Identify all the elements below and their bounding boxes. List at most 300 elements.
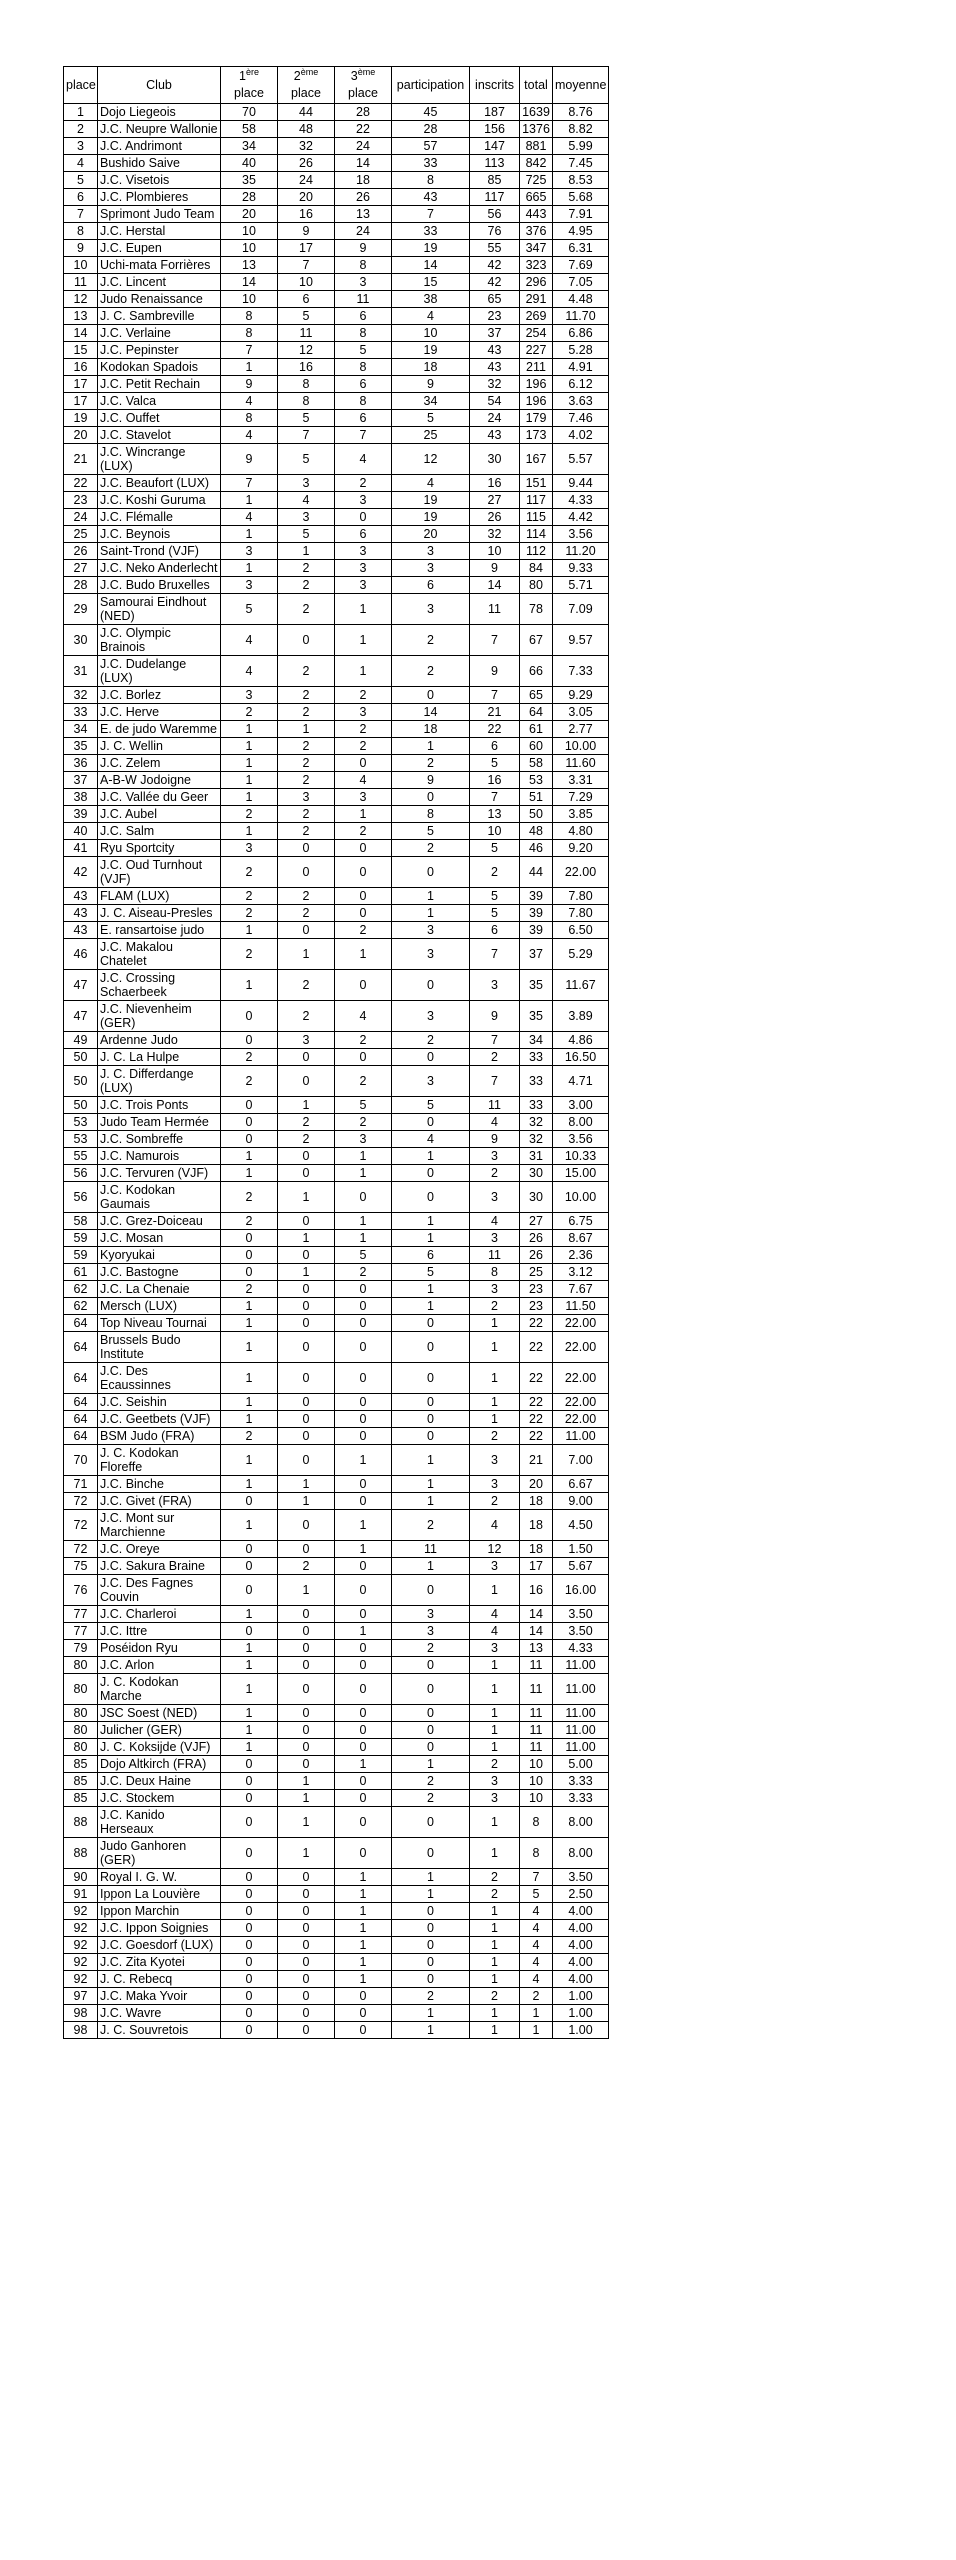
first-place-cell: 1 <box>221 1476 278 1493</box>
participation-cell: 0 <box>392 970 470 1001</box>
second-place-cell: 2 <box>278 1114 335 1131</box>
first-place-cell: 40 <box>221 155 278 172</box>
place-cell: 72 <box>64 1493 98 1510</box>
moyenne-cell: 3.31 <box>553 772 609 789</box>
total-cell: 1 <box>520 2022 553 2039</box>
first-place-cell: 10 <box>221 291 278 308</box>
inscrits-cell: 2 <box>470 857 520 888</box>
club-cell: J.C. Vallée du Geer <box>98 789 221 806</box>
place-cell: 64 <box>64 1394 98 1411</box>
first-place-cell: 0 <box>221 1623 278 1640</box>
third-place-cell: 6 <box>335 308 392 325</box>
inscrits-cell: 1 <box>470 1363 520 1394</box>
total-cell: 114 <box>520 526 553 543</box>
second-place-cell: 7 <box>278 257 335 274</box>
club-cell: J.C. Visetois <box>98 172 221 189</box>
moyenne-cell: 11.00 <box>553 1657 609 1674</box>
club-cell: J. C. Souvretois <box>98 2022 221 2039</box>
club-cell: J.C. Makalou Chatelet <box>98 939 221 970</box>
second-place-cell: 1 <box>278 1264 335 1281</box>
table-row <box>64 823 609 840</box>
total-cell: 22 <box>520 1428 553 1445</box>
second-place-cell: 0 <box>278 1298 335 1315</box>
second-place-cell: 0 <box>278 1886 335 1903</box>
participation-cell: 33 <box>392 223 470 240</box>
club-cell: E. de judo Waremme <box>98 721 221 738</box>
table-row <box>64 1886 609 1903</box>
participation-cell: 1 <box>392 1558 470 1575</box>
inscrits-cell: 9 <box>470 1131 520 1148</box>
total-cell: 11 <box>520 1705 553 1722</box>
inscrits-cell: 8 <box>470 1264 520 1281</box>
participation-cell: 2 <box>392 1032 470 1049</box>
club-cell: JSC Soest (NED) <box>98 1705 221 1722</box>
third-place-cell: 0 <box>335 1739 392 1756</box>
third-place-cell: 1 <box>335 1445 392 1476</box>
table-row <box>64 1131 609 1148</box>
place-cell: 50 <box>64 1049 98 1066</box>
participation-cell: 3 <box>392 939 470 970</box>
table-row <box>64 206 609 223</box>
participation-cell: 1 <box>392 1230 470 1247</box>
inscrits-cell: 16 <box>470 475 520 492</box>
first-place-cell: 0 <box>221 1903 278 1920</box>
second-place-cell: 0 <box>278 1657 335 1674</box>
total-cell: 66 <box>520 656 553 687</box>
first-place-cell: 1 <box>221 492 278 509</box>
place-cell: 88 <box>64 1838 98 1869</box>
total-cell: 18 <box>520 1510 553 1541</box>
participation-cell: 6 <box>392 577 470 594</box>
third-place-cell: 1 <box>335 1954 392 1971</box>
third-place-cell: 0 <box>335 1315 392 1332</box>
moyenne-cell: 2.50 <box>553 1886 609 1903</box>
moyenne-cell: 11.00 <box>553 1739 609 1756</box>
club-cell: FLAM (LUX) <box>98 888 221 905</box>
club-cell: J.C. Wincrange (LUX) <box>98 444 221 475</box>
first-place-cell: 4 <box>221 427 278 444</box>
moyenne-cell: 7.09 <box>553 594 609 625</box>
inscrits-cell: 3 <box>470 1558 520 1575</box>
moyenne-cell: 3.50 <box>553 1623 609 1640</box>
club-cell: Judo Ganhoren (GER) <box>98 1838 221 1869</box>
second-place-cell: 0 <box>278 857 335 888</box>
participation-cell: 19 <box>392 240 470 257</box>
second-place-cell: 0 <box>278 1705 335 1722</box>
table-row <box>64 1640 609 1657</box>
table-row <box>64 393 609 410</box>
participation-cell: 45 <box>392 104 470 121</box>
club-cell: J.C. La Chenaie <box>98 1281 221 1298</box>
total-cell: 443 <box>520 206 553 223</box>
inscrits-cell: 1 <box>470 1920 520 1937</box>
third-place-cell: 22 <box>335 121 392 138</box>
table-row <box>64 2022 609 2039</box>
place-cell: 77 <box>64 1606 98 1623</box>
second-place-cell: 0 <box>278 1066 335 1097</box>
inscrits-cell: 7 <box>470 687 520 704</box>
moyenne-cell: 4.00 <box>553 1903 609 1920</box>
club-cell: J.C. Maka Yvoir <box>98 1988 221 2005</box>
moyenne-cell: 22.00 <box>553 857 609 888</box>
second-place-cell: 2 <box>278 905 335 922</box>
place-cell: 50 <box>64 1066 98 1097</box>
moyenne-cell: 4.71 <box>553 1066 609 1097</box>
moyenne-cell: 4.48 <box>553 291 609 308</box>
total-cell: 296 <box>520 274 553 291</box>
first-place-cell: 3 <box>221 543 278 560</box>
moyenne-cell: 8.00 <box>553 1807 609 1838</box>
moyenne-cell: 1.00 <box>553 1988 609 2005</box>
third-place-cell: 2 <box>335 721 392 738</box>
total-cell: 32 <box>520 1131 553 1148</box>
total-cell: 31 <box>520 1148 553 1165</box>
club-cell: A-B-W Jodoigne <box>98 772 221 789</box>
club-cell: J.C. Stockem <box>98 1790 221 1807</box>
first-place-cell: 1 <box>221 970 278 1001</box>
table-row <box>64 625 609 656</box>
inscrits-cell: 11 <box>470 1247 520 1264</box>
club-cell: J.C. Sombreffe <box>98 1131 221 1148</box>
place-cell: 13 <box>64 308 98 325</box>
second-place-cell: 2 <box>278 594 335 625</box>
second-place-cell: 0 <box>278 922 335 939</box>
total-cell: 46 <box>520 840 553 857</box>
total-cell: 50 <box>520 806 553 823</box>
ranking-table <box>63 66 609 2039</box>
club-cell: J.C. Eupen <box>98 240 221 257</box>
header-first-place: 1ère place <box>221 67 278 104</box>
place-cell: 72 <box>64 1541 98 1558</box>
first-place-cell: 58 <box>221 121 278 138</box>
participation-cell: 19 <box>392 342 470 359</box>
table-row <box>64 138 609 155</box>
table-row <box>64 577 609 594</box>
table-row <box>64 1920 609 1937</box>
participation-cell: 0 <box>392 1394 470 1411</box>
second-place-cell: 1 <box>278 543 335 560</box>
participation-cell: 1 <box>392 1493 470 1510</box>
moyenne-cell: 8.76 <box>553 104 609 121</box>
place-cell: 43 <box>64 888 98 905</box>
participation-cell: 15 <box>392 274 470 291</box>
first-place-cell: 0 <box>221 1954 278 1971</box>
moyenne-cell: 22.00 <box>553 1315 609 1332</box>
first-place-cell: 0 <box>221 1001 278 1032</box>
moyenne-cell: 3.89 <box>553 1001 609 1032</box>
table-row <box>64 1575 609 1606</box>
second-place-cell: 2 <box>278 656 335 687</box>
first-place-cell: 0 <box>221 2005 278 2022</box>
moyenne-cell: 15.00 <box>553 1165 609 1182</box>
club-cell: J.C. Oreye <box>98 1541 221 1558</box>
total-cell: 14 <box>520 1606 553 1623</box>
table-row <box>64 1971 609 1988</box>
first-place-cell: 20 <box>221 206 278 223</box>
second-place-cell: 1 <box>278 1097 335 1114</box>
total-cell: 44 <box>520 857 553 888</box>
club-cell: BSM Judo (FRA) <box>98 1428 221 1445</box>
moyenne-cell: 4.42 <box>553 509 609 526</box>
third-place-cell: 1 <box>335 1230 392 1247</box>
first-place-cell: 9 <box>221 376 278 393</box>
inscrits-cell: 2 <box>470 1493 520 1510</box>
table-row <box>64 444 609 475</box>
participation-cell: 3 <box>392 1606 470 1623</box>
club-cell: Mersch (LUX) <box>98 1298 221 1315</box>
place-cell: 85 <box>64 1773 98 1790</box>
second-place-cell: 2 <box>278 806 335 823</box>
total-cell: 376 <box>520 223 553 240</box>
inscrits-cell: 187 <box>470 104 520 121</box>
club-cell: Top Niveau Tournai <box>98 1315 221 1332</box>
moyenne-cell: 5.57 <box>553 444 609 475</box>
inscrits-cell: 4 <box>470 1606 520 1623</box>
participation-cell: 19 <box>392 509 470 526</box>
club-cell: J. C. Sambreville <box>98 308 221 325</box>
second-place-cell: 2 <box>278 1131 335 1148</box>
table-row <box>64 840 609 857</box>
club-cell: J.C. Binche <box>98 1476 221 1493</box>
inscrits-cell: 2 <box>470 1049 520 1066</box>
header-club: Club <box>98 67 221 104</box>
total-cell: 4 <box>520 1954 553 1971</box>
total-cell: 196 <box>520 393 553 410</box>
participation-cell: 0 <box>392 857 470 888</box>
moyenne-cell: 22.00 <box>553 1394 609 1411</box>
moyenne-cell: 7.80 <box>553 905 609 922</box>
table-row <box>64 905 609 922</box>
first-place-cell: 0 <box>221 1247 278 1264</box>
second-place-cell: 5 <box>278 444 335 475</box>
third-place-cell: 3 <box>335 492 392 509</box>
inscrits-cell: 11 <box>470 594 520 625</box>
total-cell: 10 <box>520 1773 553 1790</box>
second-place-cell: 0 <box>278 1722 335 1739</box>
participation-cell: 4 <box>392 1131 470 1148</box>
club-cell: J.C. Salm <box>98 823 221 840</box>
place-cell: 98 <box>64 2022 98 2039</box>
second-place-cell: 0 <box>278 1428 335 1445</box>
inscrits-cell: 1 <box>470 1903 520 1920</box>
moyenne-cell: 5.99 <box>553 138 609 155</box>
inscrits-cell: 1 <box>470 1807 520 1838</box>
moyenne-cell: 11.50 <box>553 1298 609 1315</box>
total-cell: 22 <box>520 1394 553 1411</box>
club-cell: J.C. Seishin <box>98 1394 221 1411</box>
place-cell: 58 <box>64 1213 98 1230</box>
inscrits-cell: 9 <box>470 1001 520 1032</box>
moyenne-cell: 8.82 <box>553 121 609 138</box>
inscrits-cell: 30 <box>470 444 520 475</box>
inscrits-cell: 7 <box>470 1032 520 1049</box>
second-place-cell: 26 <box>278 155 335 172</box>
moyenne-cell: 9.20 <box>553 840 609 857</box>
participation-cell: 38 <box>392 291 470 308</box>
second-place-cell: 0 <box>278 1213 335 1230</box>
second-place-cell: 2 <box>278 1558 335 1575</box>
inscrits-cell: 23 <box>470 308 520 325</box>
first-place-cell: 0 <box>221 1264 278 1281</box>
club-cell: J.C. Aubel <box>98 806 221 823</box>
club-cell: J. C. Kodokan Floreffe <box>98 1445 221 1476</box>
moyenne-cell: 7.91 <box>553 206 609 223</box>
participation-cell: 1 <box>392 1148 470 1165</box>
moyenne-cell: 5.68 <box>553 189 609 206</box>
inscrits-cell: 22 <box>470 721 520 738</box>
moyenne-cell: 6.12 <box>553 376 609 393</box>
club-cell: E. ransartoise judo <box>98 922 221 939</box>
third-place-cell: 1 <box>335 1148 392 1165</box>
third-place-cell: 0 <box>335 857 392 888</box>
participation-cell: 0 <box>392 1315 470 1332</box>
third-place-cell: 1 <box>335 1510 392 1541</box>
table-row <box>64 1988 609 2005</box>
inscrits-cell: 4 <box>470 1623 520 1640</box>
club-cell: J.C. Kanido Herseaux <box>98 1807 221 1838</box>
moyenne-cell: 3.33 <box>553 1773 609 1790</box>
total-cell: 16 <box>520 1575 553 1606</box>
table-row <box>64 1838 609 1869</box>
table-row <box>64 939 609 970</box>
club-cell: J.C. Goesdorf (LUX) <box>98 1937 221 1954</box>
first-place-cell: 0 <box>221 1032 278 1049</box>
first-place-cell: 2 <box>221 1049 278 1066</box>
participation-cell: 5 <box>392 1097 470 1114</box>
moyenne-cell: 4.00 <box>553 1920 609 1937</box>
table-row <box>64 1493 609 1510</box>
inscrits-cell: 4 <box>470 1114 520 1131</box>
club-cell: J.C. Herve <box>98 704 221 721</box>
third-place-cell: 4 <box>335 1001 392 1032</box>
third-place-cell: 3 <box>335 577 392 594</box>
second-place-cell: 0 <box>278 1148 335 1165</box>
total-cell: 25 <box>520 1264 553 1281</box>
inscrits-cell: 1 <box>470 1657 520 1674</box>
third-place-cell: 1 <box>335 1886 392 1903</box>
club-cell: J.C. Verlaine <box>98 325 221 342</box>
club-cell: J.C. Zelem <box>98 755 221 772</box>
header-row <box>64 67 609 104</box>
club-cell: Judo Renaissance <box>98 291 221 308</box>
inscrits-cell: 5 <box>470 755 520 772</box>
first-place-cell: 8 <box>221 325 278 342</box>
participation-cell: 0 <box>392 1971 470 1988</box>
table-row <box>64 1739 609 1756</box>
first-place-cell: 4 <box>221 509 278 526</box>
inscrits-cell: 3 <box>470 1445 520 1476</box>
participation-cell: 1 <box>392 1756 470 1773</box>
second-place-cell: 32 <box>278 138 335 155</box>
moyenne-cell: 3.56 <box>553 526 609 543</box>
third-place-cell: 3 <box>335 543 392 560</box>
second-place-cell: 0 <box>278 1869 335 1886</box>
total-cell: 11 <box>520 1722 553 1739</box>
second-place-cell: 1 <box>278 1575 335 1606</box>
participation-cell: 7 <box>392 206 470 223</box>
participation-cell: 1 <box>392 2022 470 2039</box>
second-place-cell: 1 <box>278 1182 335 1213</box>
table-row <box>64 1281 609 1298</box>
table-row <box>64 1001 609 1032</box>
club-cell: Dojo Altkirch (FRA) <box>98 1756 221 1773</box>
inscrits-cell: 147 <box>470 138 520 155</box>
place-cell: 30 <box>64 625 98 656</box>
table-row <box>64 1428 609 1445</box>
third-place-cell: 1 <box>335 1541 392 1558</box>
third-place-cell: 0 <box>335 1332 392 1363</box>
first-place-cell: 1 <box>221 922 278 939</box>
moyenne-cell: 5.28 <box>553 342 609 359</box>
participation-cell: 2 <box>392 625 470 656</box>
participation-cell: 34 <box>392 393 470 410</box>
third-place-cell: 6 <box>335 376 392 393</box>
table-row <box>64 1558 609 1575</box>
participation-cell: 2 <box>392 1790 470 1807</box>
third-place-cell: 24 <box>335 138 392 155</box>
place-cell: 9 <box>64 240 98 257</box>
third-place-cell: 1 <box>335 939 392 970</box>
second-place-cell: 2 <box>278 970 335 1001</box>
total-cell: 53 <box>520 772 553 789</box>
first-place-cell: 35 <box>221 172 278 189</box>
table-row <box>64 359 609 376</box>
total-cell: 39 <box>520 888 553 905</box>
inscrits-cell: 14 <box>470 577 520 594</box>
moyenne-cell: 16.50 <box>553 1049 609 1066</box>
first-place-cell: 1 <box>221 1657 278 1674</box>
participation-cell: 6 <box>392 1247 470 1264</box>
first-place-cell: 4 <box>221 625 278 656</box>
inscrits-cell: 1 <box>470 1315 520 1332</box>
total-cell: 65 <box>520 687 553 704</box>
inscrits-cell: 10 <box>470 543 520 560</box>
place-cell: 10 <box>64 257 98 274</box>
total-cell: 842 <box>520 155 553 172</box>
participation-cell: 4 <box>392 308 470 325</box>
third-place-cell: 1 <box>335 1213 392 1230</box>
total-cell: 4 <box>520 1903 553 1920</box>
total-cell: 173 <box>520 427 553 444</box>
total-cell: 84 <box>520 560 553 577</box>
first-place-cell: 8 <box>221 410 278 427</box>
place-cell: 26 <box>64 543 98 560</box>
place-cell: 55 <box>64 1148 98 1165</box>
moyenne-cell: 22.00 <box>553 1363 609 1394</box>
club-cell: Bushido Saive <box>98 155 221 172</box>
total-cell: 67 <box>520 625 553 656</box>
club-cell: J.C. Mosan <box>98 1230 221 1247</box>
participation-cell: 0 <box>392 1165 470 1182</box>
second-place-cell: 16 <box>278 206 335 223</box>
moyenne-cell: 11.60 <box>553 755 609 772</box>
moyenne-cell: 10.33 <box>553 1148 609 1165</box>
third-place-cell: 1 <box>335 1623 392 1640</box>
club-cell: J.C. Kodokan Gaumais <box>98 1182 221 1213</box>
moyenne-cell: 5.29 <box>553 939 609 970</box>
total-cell: 39 <box>520 922 553 939</box>
inscrits-cell: 3 <box>470 1773 520 1790</box>
moyenne-cell: 22.00 <box>553 1411 609 1428</box>
table-row <box>64 1674 609 1705</box>
moyenne-cell: 22.00 <box>553 1332 609 1363</box>
inscrits-cell: 1 <box>470 1674 520 1705</box>
first-place-cell: 1 <box>221 1315 278 1332</box>
place-cell: 61 <box>64 1264 98 1281</box>
moyenne-cell: 1.50 <box>553 1541 609 1558</box>
third-place-cell: 0 <box>335 509 392 526</box>
second-place-cell: 0 <box>278 1920 335 1937</box>
